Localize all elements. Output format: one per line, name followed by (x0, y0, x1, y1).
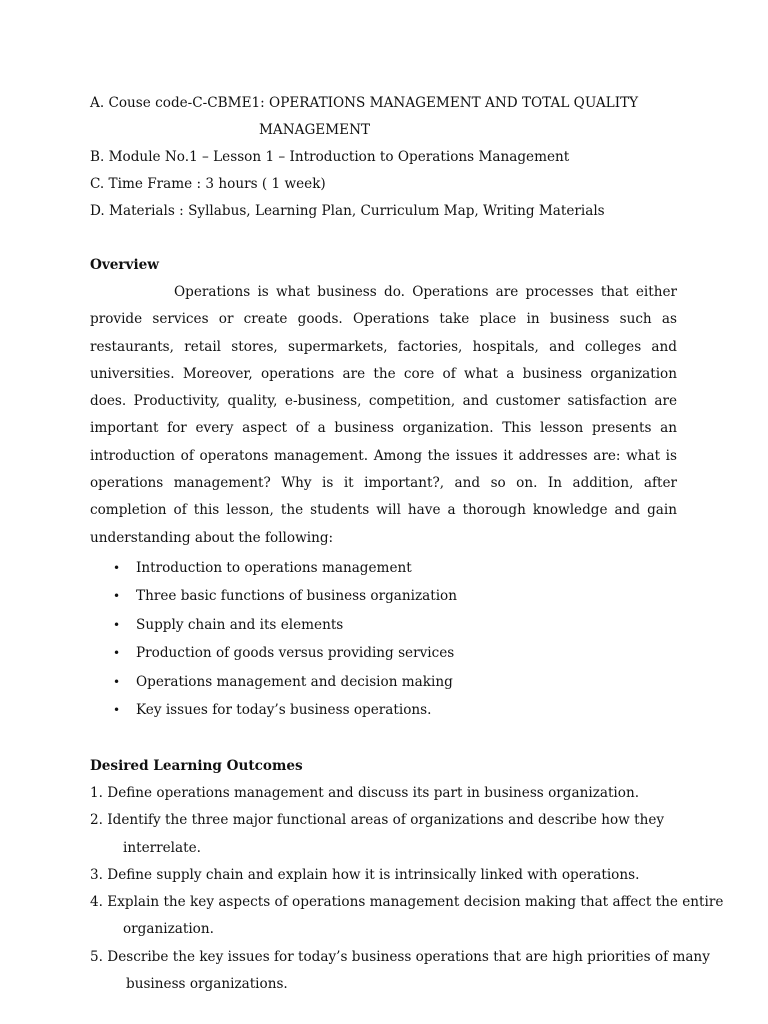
list-item (90, 582, 677, 611)
document-page (90, 90, 724, 998)
outcome-text: 5. Describe the key issues for today’s business operations that are high priorities of many (90, 948, 710, 965)
topics-list (90, 554, 677, 725)
outcome-text-continued: business organizations. (126, 976, 288, 993)
outcome-text: 2. Identify the three major functional areas of organizations and describe how they (90, 812, 665, 829)
topic-text: Three basic functions of business organization (136, 588, 457, 605)
topic-text: Supply chain and its elements (136, 616, 344, 633)
list-item (90, 639, 677, 668)
module-line: B. Module No.1 – Lesson 1 – Introduction to Operations Management (90, 149, 570, 165)
outcome-text: 4. Explain the key aspects of operations management decision making that affect the entire (90, 894, 724, 911)
list-item (90, 696, 677, 725)
overview-heading: Overview (90, 257, 159, 273)
topic-text: Key issues for today’s business operations. (136, 702, 432, 719)
bullet-icon: • (113, 703, 121, 718)
bullet-icon: • (113, 560, 121, 575)
outcome-item (90, 944, 710, 999)
time-frame-line: C. Time Frame : 3 hours ( 1 week) (90, 176, 326, 192)
outcome-item (90, 807, 677, 862)
topic-text: Operations management and decision making (136, 673, 453, 690)
topic-text: Introduction to operations management (136, 559, 412, 576)
overview-paragraph: Operations is what business do. Operations are processes that either provide services or create goods. Operations take place in business such as restaurants, retail stores, supermarkets, factories, hospitals, and colleges and universities. Moreover, operations are the core of what a business organization does. Productivity, quality, e-business, competition, and customer satisfaction are important for every aspect of a business organization. This lesson presents an introduction of operatons management. Among the issues it addresses are: what is operations management? Why is it important?, and so on. In addition, after completion of this lesson, the students will have a thorough knowledge and gain understanding about the following: (90, 284, 677, 546)
outcome-item (90, 889, 724, 944)
bullet-icon: • (113, 674, 121, 689)
list-item (90, 611, 677, 640)
bullet-icon: • (113, 589, 121, 604)
bullet-icon: • (113, 617, 121, 632)
list-item (90, 554, 677, 583)
topic-text: Production of goods versus providing services (136, 645, 455, 662)
outcomes-heading: Desired Learning Outcomes (90, 757, 303, 774)
outcome-text-continued: organization. (123, 921, 214, 938)
outcome-text: 1. Define operations management and discuss its part in business organization. (90, 784, 640, 801)
outcome-item (90, 780, 677, 807)
course-code-line-continued: MANAGEMENT (259, 122, 371, 138)
materials-line: D. Materials : Syllabus, Learning Plan, Curriculum Map, Writing Materials (90, 203, 605, 219)
course-code-line: A. Couse code-C-CBME1: OPERATIONS MANAGEMENT AND TOTAL QUALITY (90, 95, 639, 111)
list-item (90, 668, 677, 697)
outcome-text: 3. Define supply chain and explain how it is intrinsically linked with operations. (90, 866, 640, 883)
outcome-text-continued: interrelate. (123, 839, 201, 856)
bullet-icon: • (113, 646, 121, 661)
outcome-item (90, 862, 677, 889)
